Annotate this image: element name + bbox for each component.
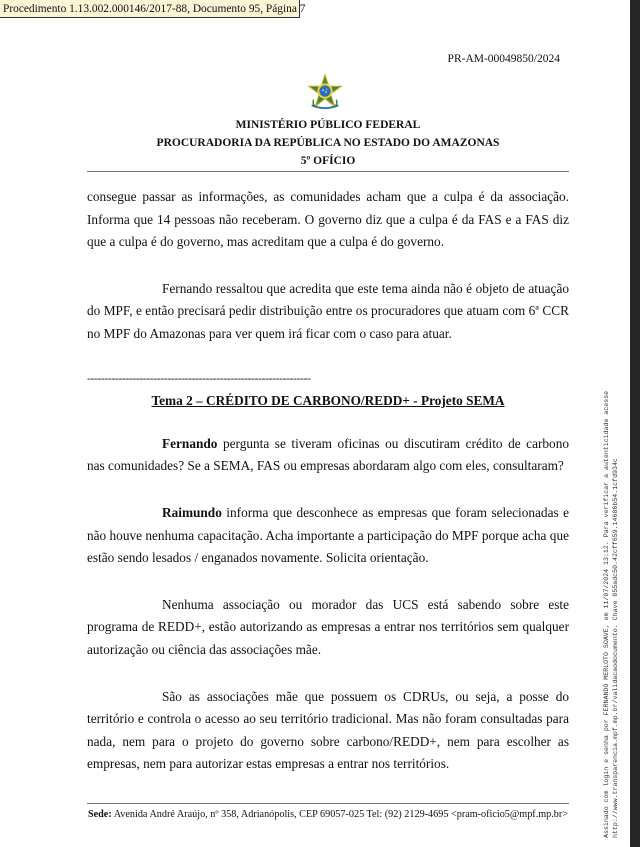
footer-divider bbox=[87, 803, 569, 804]
footer-label: Sede: bbox=[87, 809, 112, 820]
speaker-name: Fernando bbox=[162, 435, 218, 451]
signature-stamp bbox=[602, 228, 620, 838]
paragraph bbox=[87, 433, 569, 478]
header-line-office: 5º OFÍCIO bbox=[300, 155, 356, 167]
footer-address bbox=[87, 808, 569, 821]
paragraph-text: informa que desconhece as empresas que foram selecionadas e não houve nenhuma capacitação. Acha importante a participação do MPF porque acha que estão sendo lesados / enganados novamente. Solicita orientação. bbox=[87, 504, 569, 566]
document-body bbox=[87, 186, 569, 776]
footer-address-text: Avenida André Araújo, nº 358, Adrianópolis, CEP 69057-025 Tel: (92) 2129-4695 <pram-oficio5@mpf.mp.br> bbox=[111, 809, 569, 820]
document-number: PR-AM-00049850/2024 bbox=[447, 53, 560, 65]
paragraph-text: pergunta se tiveram oficinas ou discutiram crédito de carbono nas comunidades? Se a SEMA, FAS ou empresas abordaram algo com eles, consultaram? bbox=[87, 435, 569, 474]
verification-link: http://www.transparencia.mpf.mp.br/validacaodocumento. Chave 055adc50.42cff659.14686b54.1cfd934c bbox=[612, 458, 619, 838]
paragraph: São as associações mãe que possuem os CDRUs, ou seja, a posse do território e controla o acesso ao seu território tradicional. Mas não foram consultadas para nada, nem para o projeto do governo sobre carbono/REDD+, nem para escolher as empresas, nem para autorizar estas empresas a entrar nos territórios. bbox=[87, 688, 569, 772]
paragraph bbox=[87, 502, 569, 570]
institution-header bbox=[0, 116, 640, 170]
header-line-procuradoria: PROCURADORIA DA REPÚBLICA NO ESTADO DO AMAZONAS bbox=[156, 137, 500, 149]
viewer-edge bbox=[630, 0, 640, 847]
signature-line: Assinado com login e senha por FERNANDO MERLOTO SOAVE, em 11/07/2024 13:12. Para verificar a autenticidade acesse bbox=[603, 390, 610, 838]
paragraph: Nenhuma associação ou morador das UCS está sabendo sobre este programa de REDD+, estão autorizando as empresas a entrar nos territórios sem qualquer autorização ou ciência das associações mãe. bbox=[87, 596, 569, 657]
procedure-stamp: Procedimento 1.13.002.000146/2017-88, Documento 95, Página 7 bbox=[0, 0, 300, 18]
speaker-name: Raimundo bbox=[162, 504, 222, 520]
section-title: Tema 2 – CRÉDITO DE CARBONO/REDD+ - Projeto SEMA bbox=[151, 393, 505, 409]
section-separator: ---------------------------------------------------------------- bbox=[87, 372, 311, 385]
paragraph: Fernando ressaltou que acredita que este tema ainda não é objeto de atuação do MPF, e então precisará pedir distribuição entre os procuradores que atuam com 6ª CCR no MPF do Amazonas para ver quem irá ficar com o caso para atuar. bbox=[87, 280, 569, 341]
brazil-coat-of-arms-icon bbox=[306, 73, 344, 111]
header-divider bbox=[87, 171, 569, 172]
header-line-ministry: MINISTÉRIO PÚBLICO FEDERAL bbox=[235, 119, 421, 131]
paragraph: consegue passar as informações, as comunidades acham que a culpa é da associação. Informa que 14 pessoas não receberam. O governo diz que a culpa é da FAS e a FAS diz que a culpa é do governo, mas acreditam que a culpa é do governo. bbox=[87, 189, 569, 250]
